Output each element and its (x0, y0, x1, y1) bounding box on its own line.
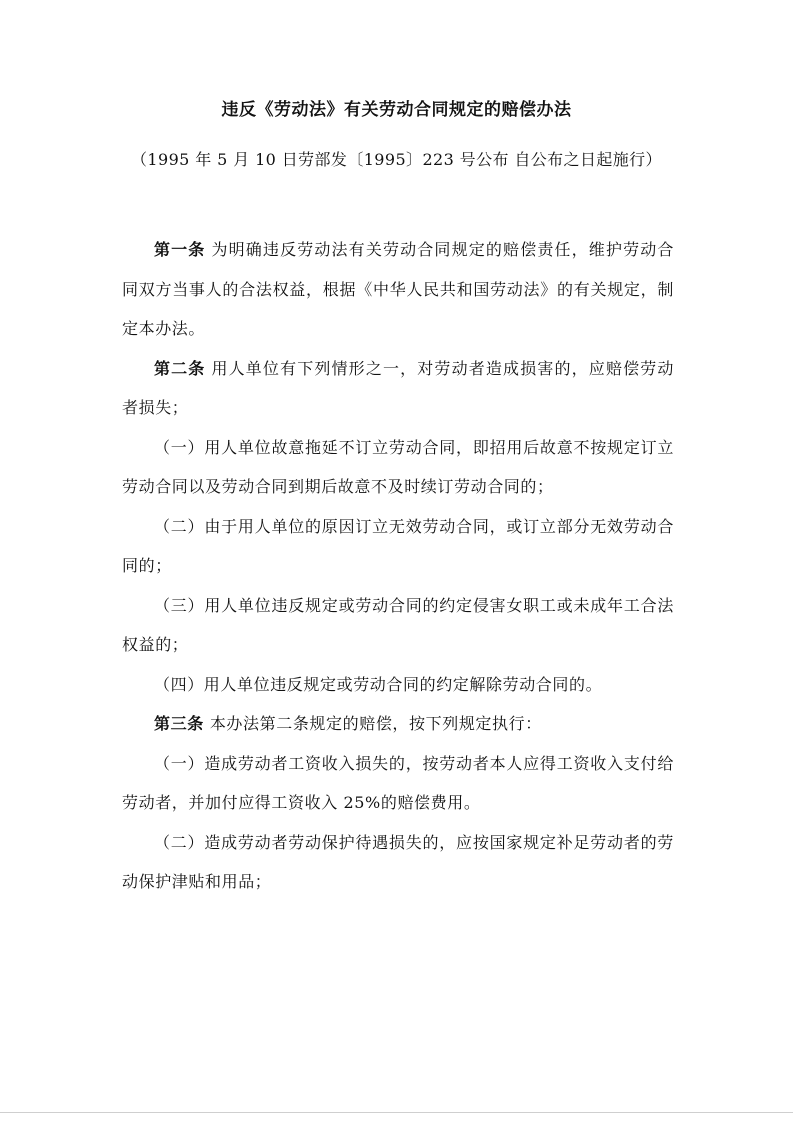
document-body (122, 230, 674, 902)
document-title: 违反《劳动法》有关劳动合同规定的赔偿办法 (221, 100, 572, 120)
article-heading: 第一条 (154, 240, 206, 259)
item-text: （二）造成劳动者劳动保护待遇损失的，应按国家规定补足劳动者的劳动保护津贴和用品； (122, 832, 674, 891)
article-text: 本办法第二条规定的赔偿，按下列规定执行： (209, 714, 542, 733)
article-3-paragraph (122, 704, 674, 744)
article-2-item-1 (122, 428, 674, 507)
article-2-paragraph (122, 349, 674, 428)
article-3-item-2 (122, 823, 674, 902)
article-2-item-4 (122, 665, 674, 705)
item-text: （二）由于用人单位的原因订立无效劳动合同，或订立部分无效劳动合同的； (122, 516, 674, 575)
article-1-paragraph (122, 230, 674, 349)
article-text: 用人单位有下列情形之一，对劳动者造成损害的，应赔偿劳动者损失； (122, 358, 675, 417)
article-2-item-3 (122, 586, 674, 665)
document-subtitle: （1995 年 5 月 10 日劳部发〔1995〕223 号公布 自公布之日起施行） (131, 150, 662, 169)
item-text: （一）用人单位故意拖延不订立劳动合同，即招用后故意不按规定订立劳动合同以及劳动合同到期后故意不及时续订劳动合同的； (122, 437, 674, 496)
article-heading: 第二条 (154, 358, 206, 378)
item-text: （三）用人单位违反规定或劳动合同的约定侵害女职工或未成年工合法权益的； (122, 595, 674, 654)
item-text: （四）用人单位违反规定或劳动合同的约定解除劳动合同的。 (154, 674, 603, 694)
page-bottom-divider (0, 1112, 793, 1113)
item-text: （一）造成劳动者工资收入损失的，按劳动者本人应得工资收入支付给劳动者，并加付应得工资收入 25%的赔偿费用。 (122, 753, 674, 812)
article-2-item-2 (122, 507, 674, 586)
article-text: 为明确违反劳动法有关劳动合同规定的赔偿责任，维护劳动合同双方当事人的合法权益，根据《中华人民共和国劳动法》的有关规定，制定本办法。 (122, 240, 675, 338)
article-heading: 第三条 (154, 714, 204, 733)
article-3-item-1 (122, 744, 674, 823)
